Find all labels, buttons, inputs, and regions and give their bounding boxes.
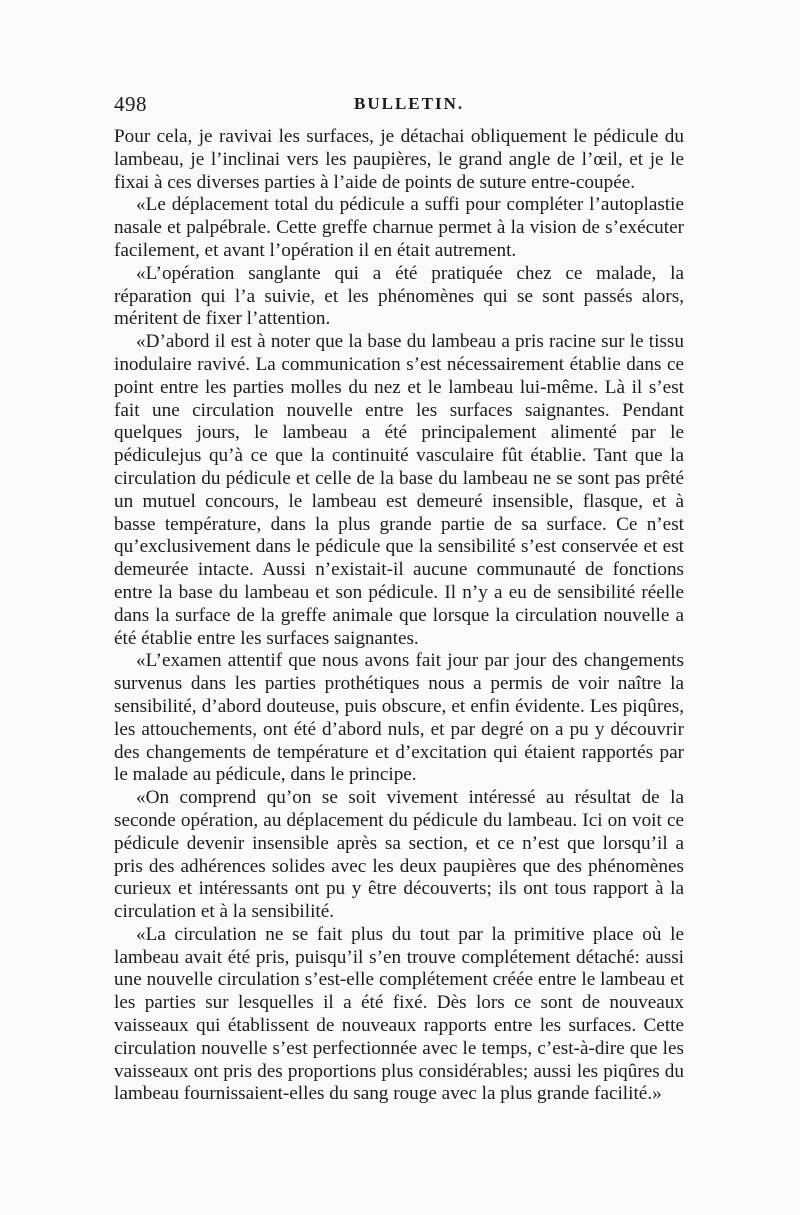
page-number: 498 <box>114 92 147 116</box>
paragraph-5: «L’examen attentif que nous avons fait jour par jour des changements survenus dans les parties prothétiques nous a permis de voir naître la sensibilité, d’abord douteuse, puis obscure, et enfin évidente. Les piqûres, les attouchements, ont été d’abord nuls, et par degré on a pu y découvrir des changements de température et d’excitation qui étaient rapportés par le malade au pédicule, dans le principe. <box>114 650 684 786</box>
paragraph-6: «On comprend qu’on se soit vivement intéressé au résultat de la seconde opération, au déplacement du pédicule du lambeau. Ici on voit ce pédicule devenir insensible après sa section, et ce n’est que lorsqu’il a pris des adhérences solides avec les deux paupières que des phénomènes curieux et intéressants ont pu y être découverts; ils ont tous rapport à la circulation et à la sensibilité. <box>114 787 684 923</box>
paragraph-1: Pour cela, je ravivai les surfaces, je détachai obliquement le pédicule du lambeau, je l’inclinai vers les paupières, le grand angle de l’œil, et je le fixai à ces diverses parties à l’aide de points de suture entre-coupée. <box>114 126 684 193</box>
running-title: BULLETIN. <box>354 94 465 113</box>
paragraph-2: «Le déplacement total du pédicule a suffi pour compléter l’autoplastie nasale et palpébrale. Cette greffe charnue permet à la vision de s’exécuter facilement, et avant l’opération il en était autrement. <box>114 194 684 261</box>
body-text <box>114 126 684 1106</box>
paragraph-7: «La circulation ne se fait plus du tout par la primitive place où le lambeau avait été pris, puisqu’il s’en trouve complétement détaché: aussi une nouvelle circulation s’est-elle complétement créée entre le lambeau et les parties sur lesquelles il a été fixé. Dès lors ce sont de nouveaux vaisseaux qui établissent de nouveaux rapports entre les surfaces. Cette circulation nouvelle s’est perfectionnée avec le temps, c’est-à-dire que les vaisseaux ont pris des proportions plus considérables; aussi les piqûres du lambeau fournissaient-elles du sang rouge avec la plus grande facilité.» <box>114 923 684 1105</box>
paragraph-4: «D’abord il est à noter que la base du lambeau a pris racine sur le tissu inodulaire ravivé. La communication s’est nécessairement établie dans ce point entre les parties molles du nez et le lambeau lui-même. Là il s’est fait une circulation nouvelle entre les surfaces saignantes. Pendant quelques jours, le lambeau a été principalement alimenté par le pédiculejus qu’à ce que la continuité vasculaire fût établie. Tant que la circulation du pédicule et celle de la base du lambeau ne se sont pas prêté un mutuel concours, le lambeau est demeuré insensible, flasque, et à basse température, dans la plus grande partie de sa surface. Ce n’est qu’exclusivement dans le pédicule que la sensibilité s’est conservée et est demeurée intacte. Aussi n’existait-il aucune communauté de fonctions entre la base du lambeau et son pédicule. Il n’y a eu de sensibilité réelle dans la surface de la greffe animale que lorsque la circulation nouvelle a été établie entre les surfaces saignantes. <box>114 331 684 649</box>
paragraph-3: «L’opération sanglante qui a été pratiquée chez ce malade, la réparation qui l’a suivie, et les phénomènes qui se sont passés alors, méritent de fixer l’attention. <box>114 262 684 330</box>
page-header <box>114 92 684 118</box>
